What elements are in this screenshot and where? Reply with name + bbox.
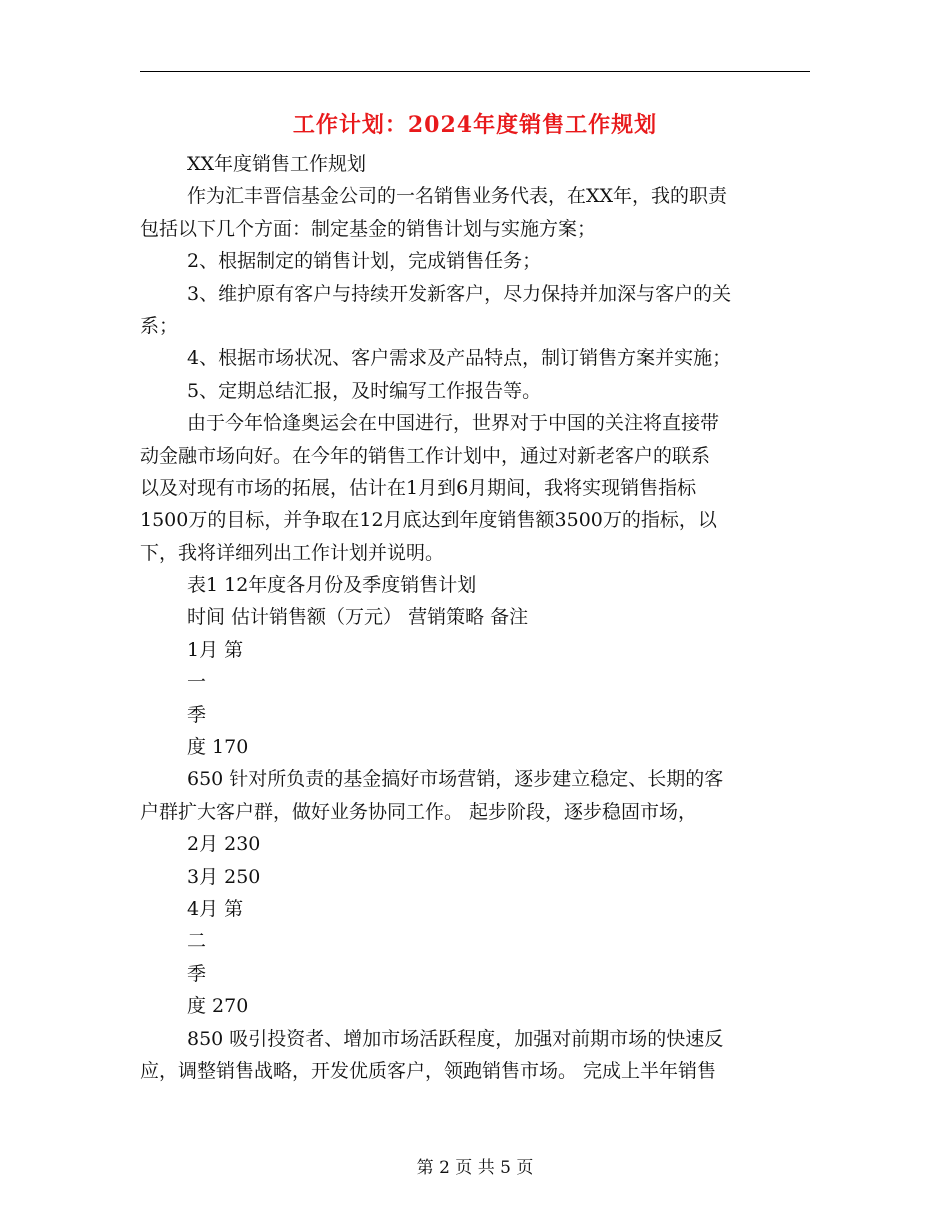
body-line: 4、根据市场状况、客户需求及产品特点，制订销售方案并实施；	[187, 347, 732, 370]
body-line: 户群扩大客户群，做好业务协同工作。 起步阶段，逐步稳固市场，	[140, 800, 698, 823]
body-line: 850 吸引投资者、增加市场活跃程度，加强对前期市场的快速反	[187, 1027, 724, 1050]
body-line: 5、定期总结汇报，及时编写工作报告等。	[187, 379, 542, 402]
document-title: 工作计划：2024年度销售工作规划	[292, 112, 658, 138]
body-line: 2月 230	[187, 833, 261, 856]
body-line: 季	[187, 703, 207, 726]
body-line: 季	[187, 962, 207, 985]
body-line: 一	[187, 671, 207, 694]
body-line: 动金融市场向好。在今年的销售工作计划中，通过对新老客户的联系	[140, 444, 711, 467]
body-line: 650 针对所负责的基金搞好市场营销，逐步建立稳定、长期的客	[187, 768, 724, 791]
body-line: 1500万的目标，并争取在12月底达到年度销售额3500万的指标，以	[140, 509, 717, 532]
body-line: 系；	[140, 314, 179, 337]
body-line: 1月 第	[187, 638, 244, 661]
body-line: XX年度销售工作规划	[187, 153, 367, 175]
body-line: 包括以下几个方面：制定基金的销售计划与实施方案；	[140, 217, 597, 240]
body-line: 2、根据制定的销售计划，完成销售任务；	[187, 250, 542, 273]
body-line: 表1 12年度各月份及季度销售计划	[187, 574, 477, 597]
header-rule	[140, 71, 810, 72]
body-line: 4月 第	[187, 897, 244, 920]
document-body	[140, 148, 810, 1087]
body-line: 时间 估计销售额（万元） 营销策略 备注	[187, 606, 529, 629]
body-line: 3月 250	[187, 865, 261, 888]
body-line: 3、维护原有客户与持续开发新客户，尽力保持并加深与客户的关	[187, 282, 732, 305]
body-line: 作为汇丰晋信基金公司的一名销售业务代表，在XX年，我的职责	[187, 185, 728, 208]
body-line: 下，我将详细列出工作计划并说明。	[140, 541, 445, 564]
body-line: 应，调整销售战略，开发优质客户，领跑销售市场。 完成上半年销售	[140, 1059, 717, 1082]
body-line: 以及对现有市场的拓展，估计在1月到6月期间，我将实现销售指标	[140, 476, 697, 499]
body-line: 二	[187, 930, 207, 953]
page-footer: 第 2 页 共 5 页	[416, 1158, 534, 1178]
body-line: 度 170	[187, 736, 249, 759]
body-line: 度 270	[187, 995, 249, 1018]
body-line: 由于今年恰逢奥运会在中国进行，世界对于中国的关注将直接带	[187, 412, 720, 435]
